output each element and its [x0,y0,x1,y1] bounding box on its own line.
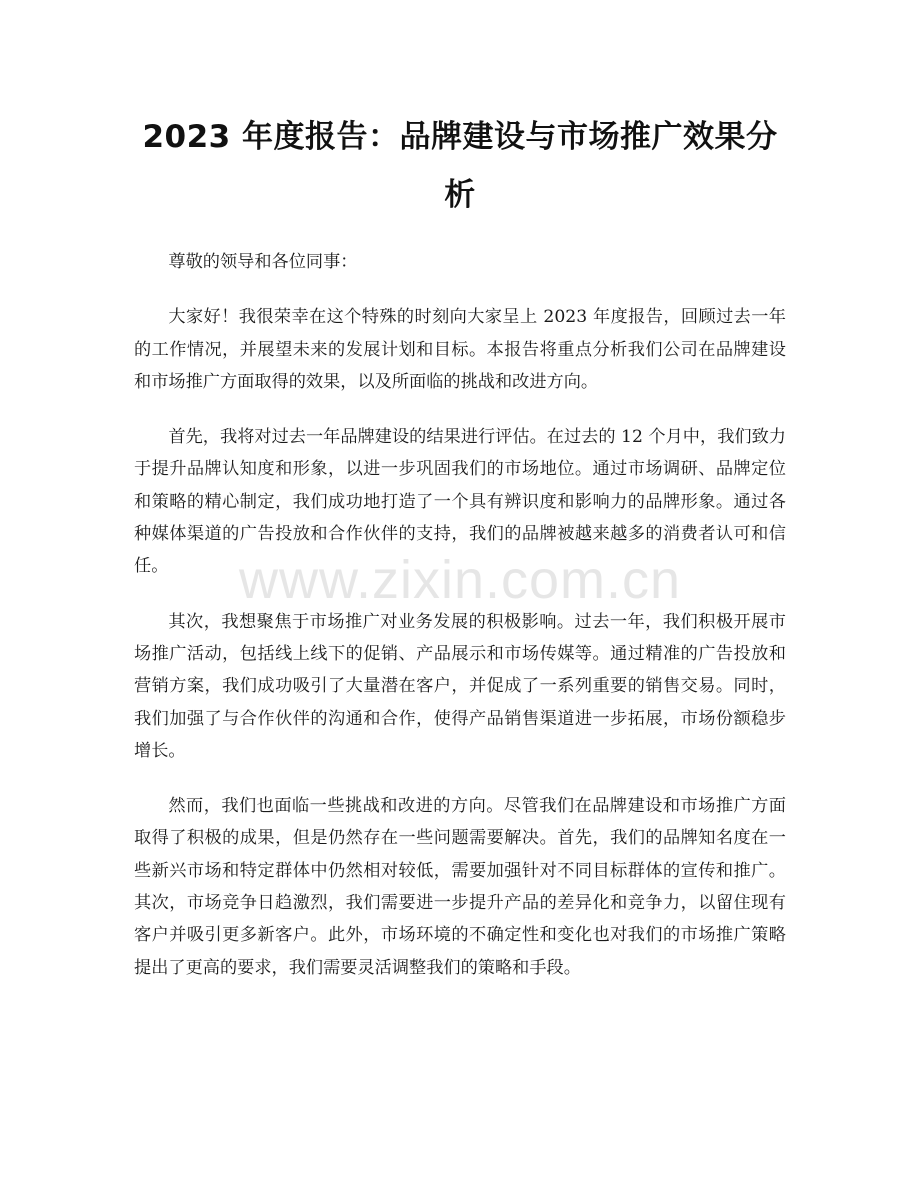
paragraph-brand-building: 首先，我将对过去一年品牌建设的结果进行评估。在过去的 12 个月中，我们致力于提升品牌认知度和形象，以进一步巩固我们的市场地位。通过市场调研、品牌定位和策略的精心制定，我们成功地打造了一个具有辨识度和影响力的品牌形象。通过各种媒体渠道的广告投放和合作伙伴的支持，我们的品牌被越来越多的消费者认可和信任。 [134,427,786,577]
paragraph-intro: 大家好！我很荣幸在这个特殊的时刻向大家呈上 2023 年度报告，回顾过去一年的工作情况，并展望未来的发展计划和目标。本报告将重点分析我们公司在品牌建设和市场推广方面取得的效果，以及所面临的挑战和改进方向。 [134,307,786,392]
paragraph-market-promotion: 其次，我想聚焦于市场推广对业务发展的积极影响。过去一年，我们积极开展市场推广活动，包括线上线下的促销、产品展示和市场传媒等。通过精准的广告投放和营销方案，我们成功吸引了大量潜在客户，并促成了一系列重要的销售交易。同时，我们加强了与合作伙伴的沟通和合作，使得产品销售渠道进一步拓展，市场份额稳步增长。 [134,611,786,761]
paragraph-challenges: 然而，我们也面临一些挑战和改进的方向。尽管我们在品牌建设和市场推广方面取得了积极的成果，但是仍然存在一些问题需要解决。首先，我们的品牌知名度在一些新兴市场和特定群体中仍然相对较低，需要加强针对不同目标群体的宣传和推广。其次，市场竞争日趋激烈，我们需要进一步提升产品的差异化和竞争力，以留住现有客户并吸引更多新客户。此外，市场环境的不确定性和变化也对我们的市场推广策略提出了更高的要求，我们需要灵活调整我们的策略和手段。 [134,796,786,978]
paragraph-salutation: 尊敬的领导和各位同事： [168,252,358,272]
watermark: www.zixin.com.cn [238,550,682,610]
document-body [134,246,786,1007]
page-title: 2023 年度报告：品牌建设与市场推广效果分析 [142,119,778,213]
